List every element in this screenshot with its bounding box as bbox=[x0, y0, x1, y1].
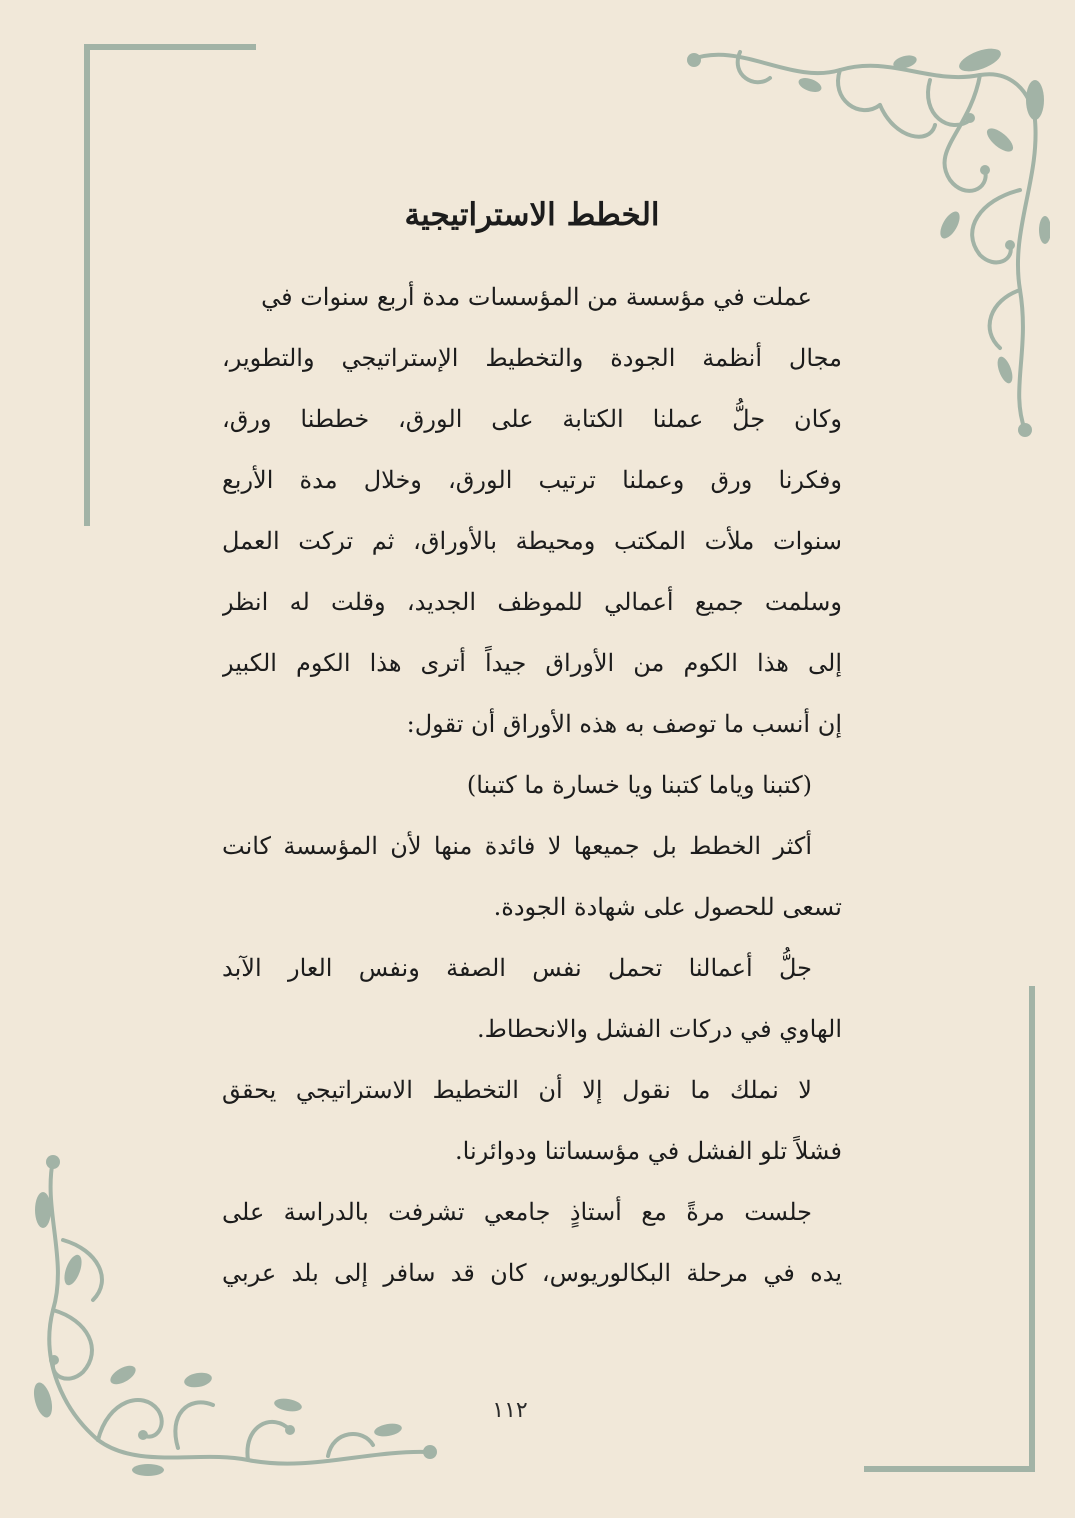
quote-line: (كتبنا وياما كتبنا ويا خسارة ما كتبنا) bbox=[466, 771, 812, 799]
text-line: لا نملك ما نقول إلا أن التخطيط الاستراتيجي يحقق bbox=[222, 1076, 812, 1104]
text-line: وفكرنا ورق وعملنا ترتيب الورق، وخلال مدة الأربع bbox=[222, 466, 842, 494]
frame-bottom-right-vertical bbox=[1029, 986, 1035, 1472]
text-line: جلست مرةً مع أستاذٍ جامعي تشرفت بالدراسة على bbox=[222, 1198, 812, 1226]
text-line: تسعى للحصول على شهادة الجودة. bbox=[493, 893, 842, 921]
text-line: يده في مرحلة البكالوريوس، كان قد سافر إلى بلد عربي bbox=[222, 1259, 842, 1287]
text-line: عملت في مؤسسة من المؤسسات مدة أربع سنوات في bbox=[261, 283, 812, 311]
page-number: ١١٢ bbox=[492, 1398, 528, 1423]
text-line: فشلاً تلو الفشل في مؤسساتنا ودوائرنا. bbox=[455, 1137, 842, 1165]
text-line: سنوات ملأت المكتب ومحيطة بالأوراق، ثم تركت العمل bbox=[222, 527, 842, 555]
text-line: أكثر الخطط بل جميعها لا فائدة منها لأن المؤسسة كانت bbox=[222, 832, 812, 860]
text-line: الهاوي في دركات الفشل والانحطاط. bbox=[477, 1015, 842, 1043]
frame-top-left-vertical bbox=[84, 44, 90, 526]
page-title: الخطط الاستراتيجية bbox=[404, 197, 660, 233]
frame-bottom-right-horizontal bbox=[864, 1466, 1035, 1472]
text-line: جلُّ أعمالنا تحمل نفس الصفة ونفس العار الآبد bbox=[222, 954, 812, 982]
text-line: وكان جلُّ عملنا الكتابة على الورق، خططنا ورق، bbox=[222, 405, 842, 433]
text-line: وسلمت جميع أعمالي للموظف الجديد، وقلت له انظر bbox=[222, 588, 842, 616]
text-line: إلى هذا الكوم من الأوراق جيداً أترى هذا الكوم الكبير bbox=[222, 649, 842, 677]
frame-top-left-horizontal bbox=[84, 44, 256, 50]
text-line: مجال أنظمة الجودة والتخطيط الإستراتيجي والتطوير، bbox=[222, 344, 842, 372]
text-line: إن أنسب ما توصف به هذه الأوراق أن تقول: bbox=[406, 710, 842, 738]
page-content bbox=[222, 185, 842, 1304]
